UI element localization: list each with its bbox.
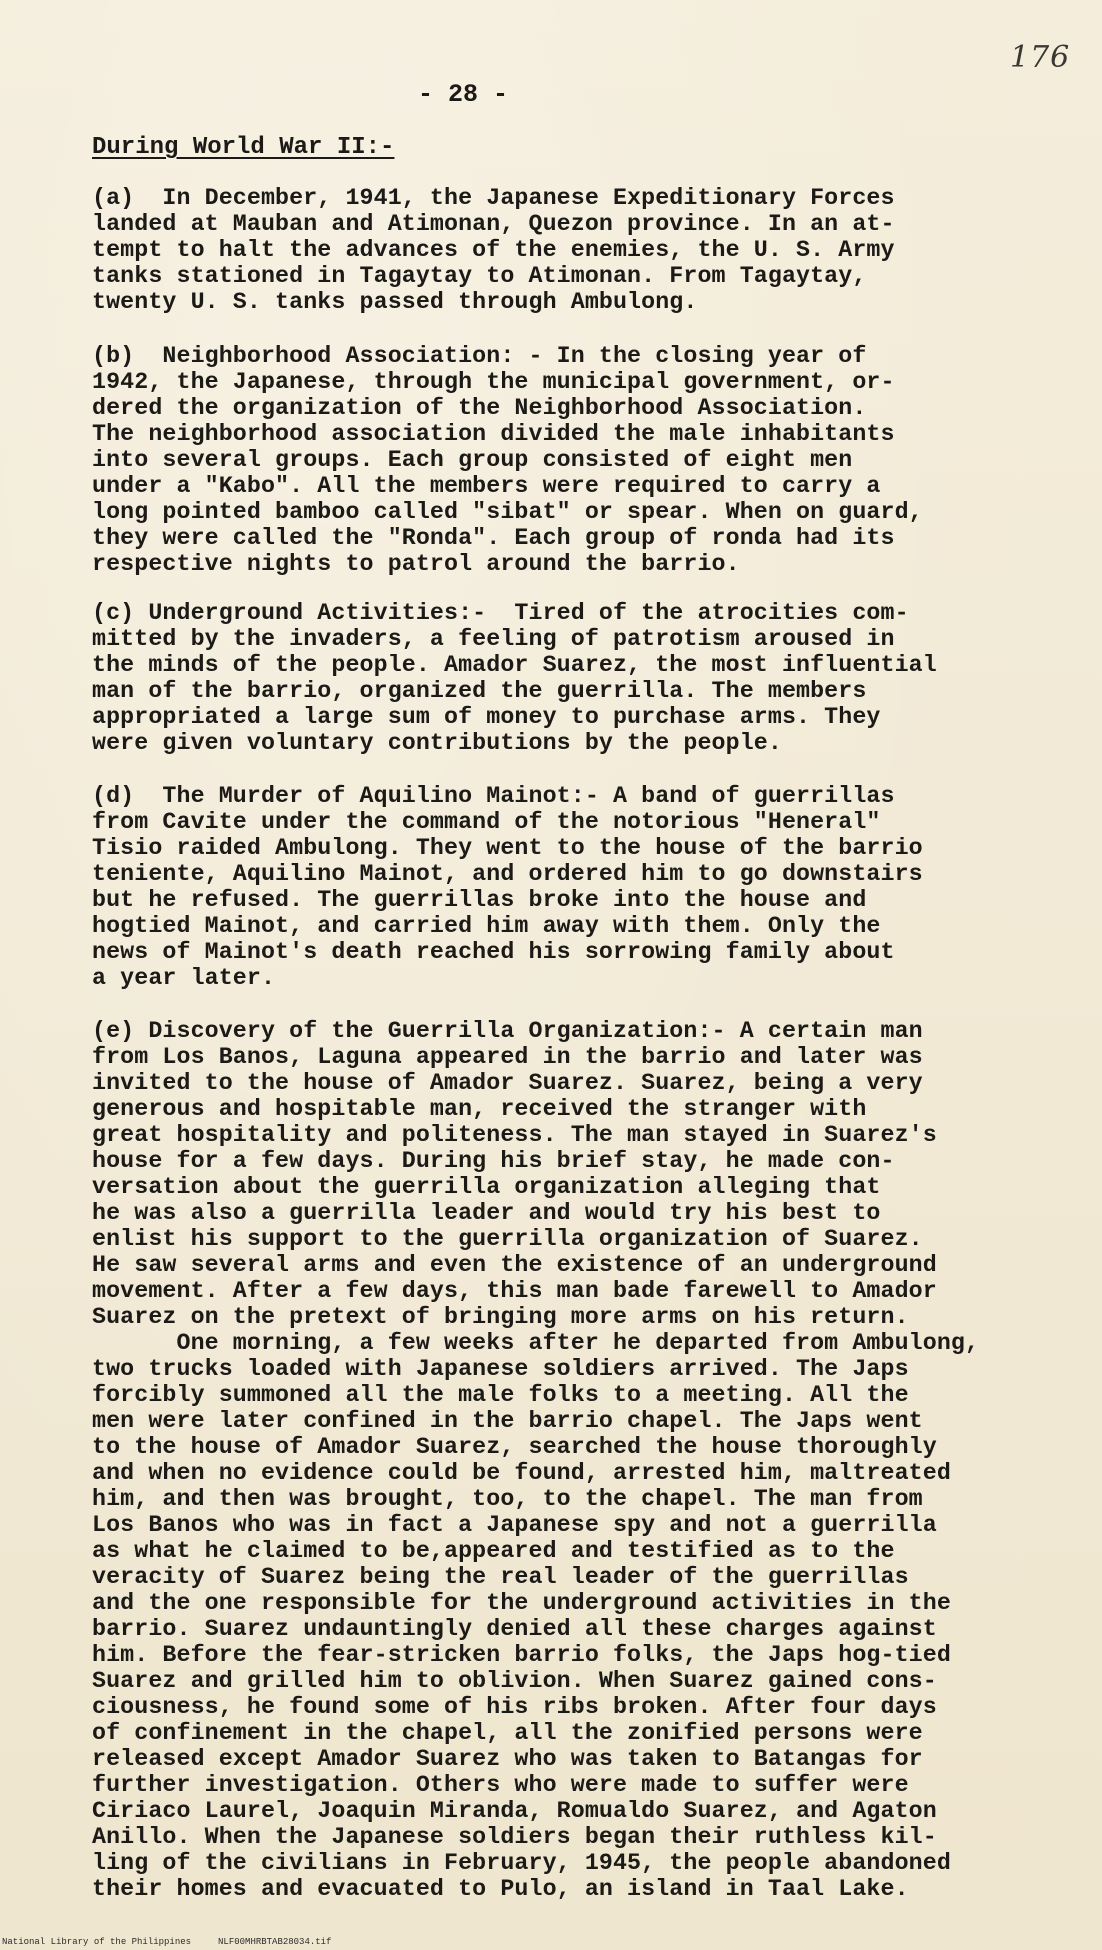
- paragraph-c: (c) Underground Activities:- Tired of the atrocities com- mitted by the invaders, a feeling of patrotism aroused in the minds of the people. Amador Suarez, the most influential man of the barrio, organized the guerrilla. The members appropriated a large sum of money to purchase arms. They were given voluntary contributions by the people.: [92, 600, 937, 756]
- page-number: - 28 -: [418, 80, 509, 109]
- archive-footer: National Library of the Philippines NLF00MHRBTAB28034.tif: [2, 1937, 332, 1947]
- paragraph-a: (a) In December, 1941, the Japanese Expeditionary Forces landed at Mauban and Atimonan, Quezon province. In an at- tempt to halt the advances of the enemies, the U. S. Army tanks stationed in Tagaytay to Atimonan. From Tagaytay, twenty U. S. tanks passed through Ambulong.: [92, 185, 895, 315]
- paragraph-b: (b) Neighborhood Association: - In the closing year of 1942, the Japanese, through the municipal government, or- dered the organization of the Neighborhood Association. The neighborhood association divided the male inhabitants into several groups. Each group consisted of eight men under a "Kabo". All the members were required to carry a long pointed bamboo called "sibat" or spear. When on guard, they were called the "Ronda". Each group of ronda had its respective nights to patrol around the barrio.: [92, 343, 923, 577]
- paragraph-e: (e) Discovery of the Guerrilla Organization:- A certain man from Los Banos, Laguna appeared in the barrio and later was invited to the house of Amador Suarez. Suarez, being a very generous and hospitable man, received the stranger with great hospitality and politeness. The man stayed in Suarez's house for a few days. During his brief stay, he made con- versation about the guerrilla organization alleging that he was also a guerrilla leader and would try his best to enlist his support to the guerrilla organization of Suarez. He saw several arms and even the existence of an underground movement. After a few days, this man bade farewell to Amador Suarez on the pretext of bringing more arms on his return. One morning, a few weeks after he departed from Ambulong, two trucks loaded with Japanese soldiers arrived. The Japs forcibly summoned all the male folks to a meeting. All the men were later confined in the barrio chapel. The Japs went to the house of Amador Suarez, searched the house thoroughly and when no evidence could be found, arrested him, maltreated him, and then was brought, too, to the chapel. The man from Los Banos who was in fact a Japanese spy and not a guerrilla as what he claimed to be,appeared and testified as to the veracity of Suarez being the real leader of the guerrillas and the one responsible for the underground activities in the barrio. Suarez undauntingly denied all these charges against him. Before the fear-stricken barrio folks, the Japs hog-tied Suarez and grilled him to oblivion. When Suarez gained cons- ciousness, he found some of his ribs broken. After four days of confinement in the chapel, all the zonified persons were released except Amador Suarez who was taken to Batangas for further investigation. Others who were made to suffer were Ciriaco Laurel, Joaquin Miranda, Romualdo Suarez, and Agaton Anillo. When the Japanese soldiers began their ruthless kil- ling of the civilians in February, 1945, the people abandoned their homes and evacuated to Pulo, an island in Taal Lake.: [92, 1018, 980, 1902]
- section-heading: During World War II:-: [92, 134, 395, 161]
- handwritten-page-number: 176: [1010, 40, 1071, 75]
- paragraph-d: (d) The Murder of Aquilino Mainot:- A band of guerrillas from Cavite under the command of the notorious "Heneral" Tisio raided Ambulong. They went to the house of the barrio teniente, Aquilino Mainot, and ordered him to go downstairs but he refused. The guerrillas broke into the house and hogtied Mainot, and carried him away with them. Only the news of Mainot's death reached his sorrowing family about a year later.: [92, 783, 923, 991]
